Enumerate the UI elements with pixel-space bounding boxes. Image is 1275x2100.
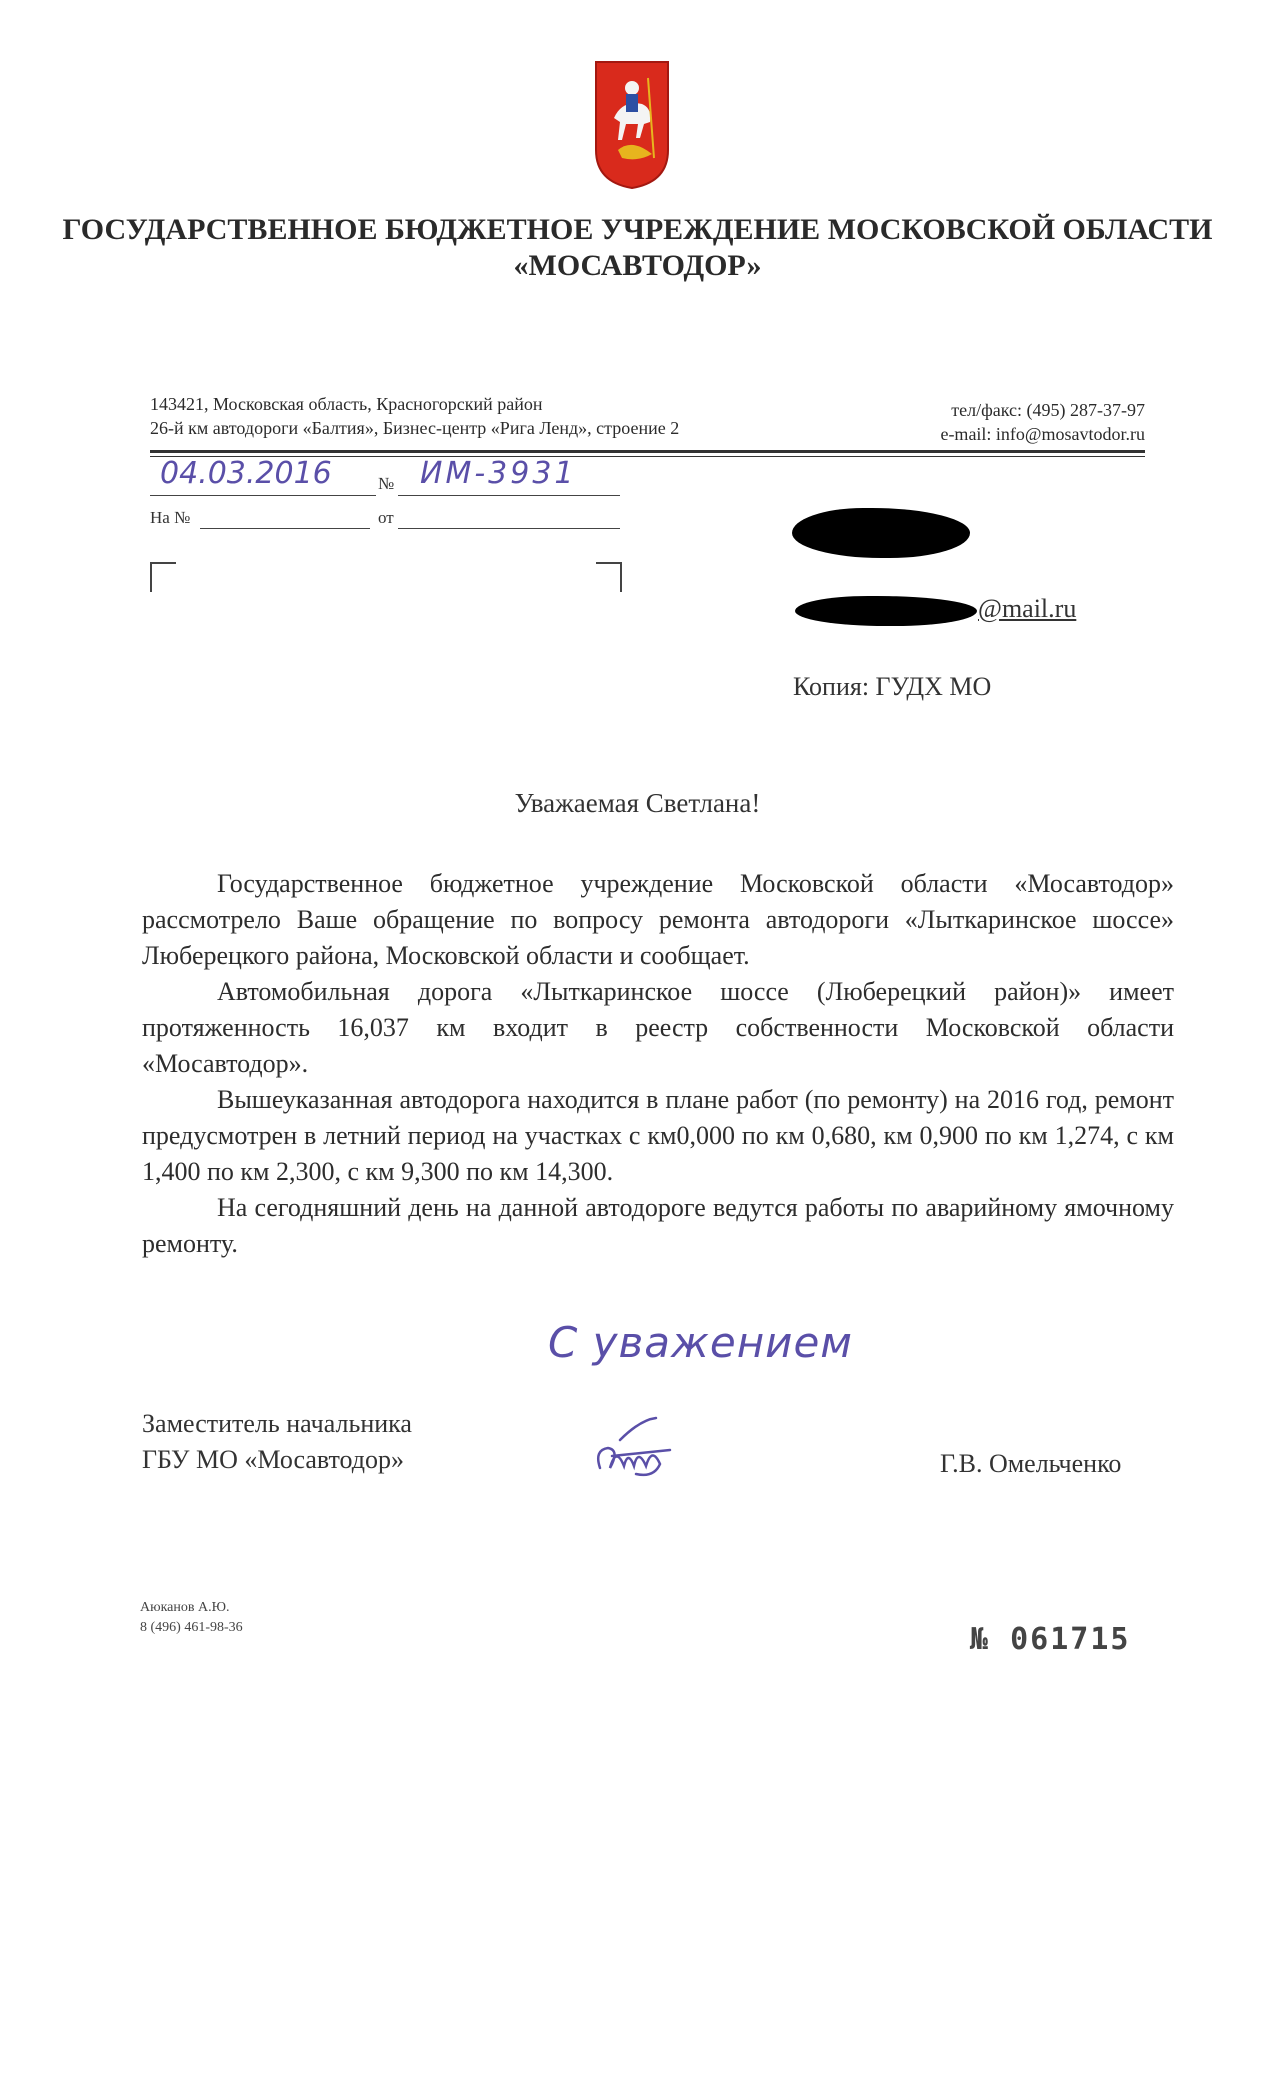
paragraph-2: Автомобильная дорога «Лыткаринское шоссе (Люберецкий район)» имеет протяженность 16,037 км входит в реестр собственности Московской области «Мосавтодор». [142,977,1174,1078]
handwritten-signature [590,1410,680,1490]
organization-contacts [940,398,1145,446]
handwritten-closing: С уважением [548,1318,853,1367]
header-divider-thick [150,450,1145,453]
executor-name: Аюканов А.Ю. [140,1600,230,1615]
letter-body [142,866,1174,1262]
org-title-line1: ГОСУДАРСТВЕННОЕ БЮДЖЕТНОЕ УЧРЕЖДЕНИЕ МОСКОВСКОЙ ОБЛАСТИ [62,213,1213,246]
email: e-mail: info@mosavtodor.ru [940,424,1145,444]
paragraph-1: Государственное бюджетное учреждение Московской области «Мосавтодор» рассмотрело Ваше обращение по вопросу ремонта автодороги «Лыткаринское шоссе» Люберецкого района, Московской области и сообщает. [142,869,1174,970]
signer-position-line1: Заместитель начальника [142,1409,412,1438]
signer-position [142,1406,412,1478]
handwritten-date: 04.03.2016 [160,456,332,491]
redacted-recipient-email [795,596,977,626]
ref-date-label: от [378,508,394,527]
coat-of-arms-icon [592,58,672,192]
ref-number-underline [200,528,370,529]
address-line2: 26-й км автодороги «Балтия», Бизнес-центр «Рига Ленд», строение 2 [150,418,680,438]
number-underline [398,495,620,496]
address-line1: 143421, Московская область, Красногорский район [150,394,543,414]
address-corner-right [596,562,622,592]
form-serial-number: № 061715 [970,1622,1131,1657]
executor-info [140,1598,243,1638]
organization-address [150,392,679,440]
copy-recipient: Копия: ГУДХ МО [793,672,992,701]
executor-phone: 8 (496) 461-98-36 [140,1620,243,1635]
handwritten-number: ИМ-3931 [420,456,577,491]
phone-fax: тел/факс: (495) 287-37-97 [951,400,1145,420]
number-label: № [378,474,395,493]
recipient-email-suffix: @mail.ru [978,594,1077,623]
org-title-line2: «МОСАВТОДОР» [513,249,762,282]
ref-number-label: На № [150,508,191,527]
date-underline [150,495,376,496]
salutation: Уважаемая Светлана! [514,788,761,818]
redacted-recipient-name [792,508,970,558]
ref-date-underline [398,528,620,529]
paragraph-4: На сегодняшний день на данной автодороге ведутся работы по аварийному ямочному ремонту. [142,1193,1174,1258]
signer-position-line2: ГБУ МО «Мосавтодор» [142,1445,404,1474]
paragraph-3: Вышеуказанная автодорога находится в плане работ (по ремонту) на 2016 год, ремонт предусмотрен в летний период на участках с км0,000 по км 0,680, км 0,900 по км 1,274, с км 1,400 по км 2,300, с км 9,300 по км 14,300. [142,1085,1174,1186]
address-corner-left [150,562,176,592]
signer-name: Г.В. Омельченко [940,1449,1122,1478]
organization-title [60,212,1215,284]
